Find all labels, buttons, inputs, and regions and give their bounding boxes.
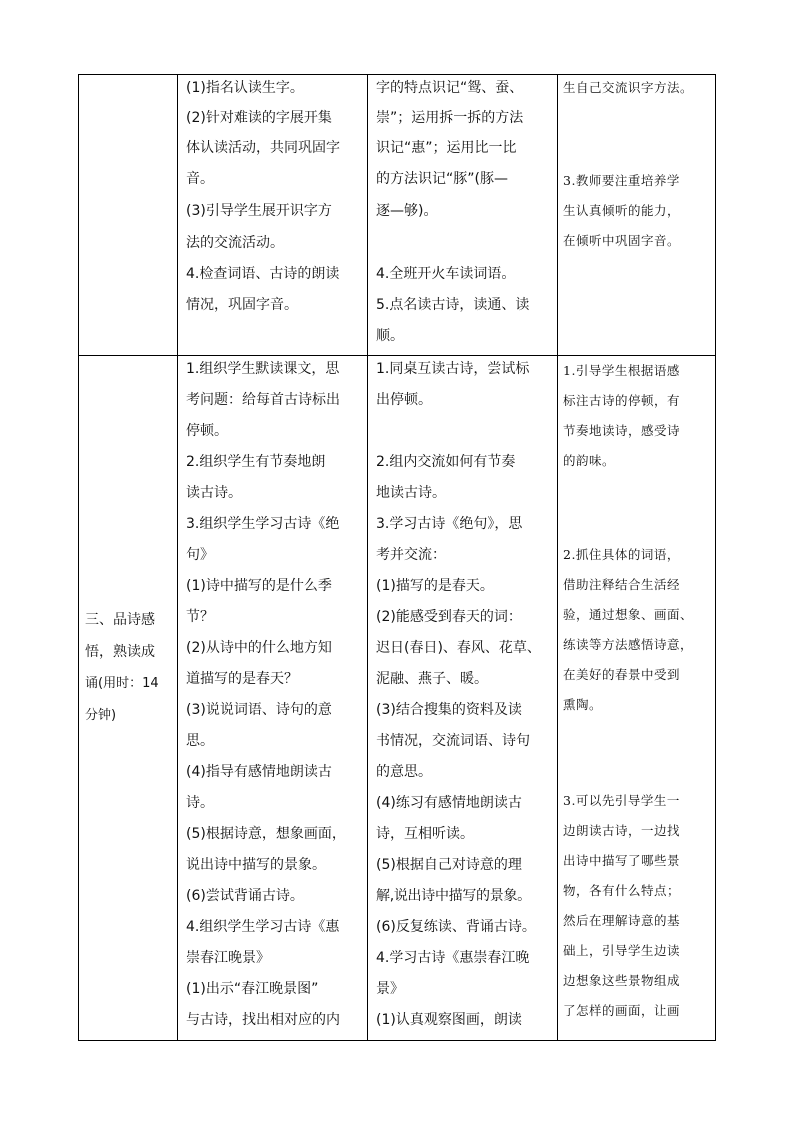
row1-notes-cell (557, 75, 717, 355)
row2-student-line: 诗，互相听读。 (376, 826, 474, 842)
row2-teacher-line: 说出诗中描写的景象。 (186, 857, 326, 873)
row2-student-line: (1)描写的是春天。 (376, 578, 494, 594)
row2-student-line: (3)结合搜集的资料及读 (376, 702, 522, 718)
row2-student-line: 迟日(春日)、春风、花草、 (376, 640, 541, 656)
row1-teacher-line: 音。 (186, 171, 214, 187)
row2-student-line: 解,说出诗中描写的景象。 (376, 888, 531, 904)
row2-note-line: 在美好的春景中受到 (563, 667, 681, 682)
row2-student-line: (6)反复练读、背诵古诗。 (376, 919, 536, 935)
row2-student-line: 出停顿。 (376, 392, 432, 408)
row2-student-line: (5)根据自己对诗意的理 (376, 857, 522, 873)
row1-note-line: 在倾听中巩固字音。 (563, 233, 681, 248)
row2-note-line: 2.抓住具体的词语， (563, 547, 680, 562)
row2-note-line: 标注古诗的停顿，有 (563, 393, 681, 408)
row2-note-line: 物，各有什么特点； (563, 883, 681, 898)
row2-note-line: 1.引导学生根据语感 (563, 363, 680, 378)
row2-stage-cell (79, 355, 177, 1042)
row1-teacher-line: 法的交流活动。 (186, 235, 284, 251)
row2-teacher-line: (1)出示“春江晚景图” (186, 981, 319, 997)
row2-teacher-line: 诗。 (186, 795, 214, 811)
row2-student-line: 考并交流： (376, 547, 446, 563)
row2-teacher-line: (5)根据诗意，想象画面， (186, 826, 346, 842)
row1-teacher-line: 情况，巩固字音。 (186, 297, 298, 313)
row2-teacher-line: 思。 (186, 733, 214, 749)
row2-note-line: 熏陶。 (563, 697, 603, 712)
row1-student-line: 崇”；运用拆一拆的方法 (376, 110, 524, 126)
row2-student-line: (1)认真观察图画，朗读 (376, 1012, 522, 1028)
row2-teacher-line: 句》 (186, 547, 214, 563)
row2-note-line: 出诗中描写了哪些景 (563, 853, 681, 868)
row2-note-line: 然后在理解诗意的基 (563, 913, 681, 928)
row2-student-line: 景》 (376, 981, 404, 997)
stage-title-line: 三、品诗感 (85, 612, 155, 628)
row1-student-line: 的方法识记“豚”(豚— (376, 171, 508, 187)
row2-note-line: 3.可以先引导学生一 (563, 793, 680, 808)
row2-teacher-line: 读古诗。 (186, 485, 242, 501)
row2-teacher-line: (3)说说词语、诗句的意 (186, 702, 332, 718)
row2-notes-cell (557, 355, 717, 1042)
row1-student-line: 顺。 (376, 328, 404, 344)
row2-student-line: (2)能感受到春天的词： (376, 609, 522, 625)
row1-teacher-line: (2)针对难读的字展开集 (186, 110, 332, 126)
row1-stage-cell (79, 75, 177, 355)
row2-student-line: 4.学习古诗《惠崇春江晚 (376, 950, 530, 966)
row1-student-line: 5.点名读古诗，读通、读 (376, 297, 530, 313)
row2-teacher-line: 崇春江晚景》 (186, 950, 270, 966)
row2-note-line: 节奏地读诗，感受诗 (563, 423, 681, 438)
row2-note-line: 的韵味。 (563, 453, 616, 468)
row2-note-line: 借助注释结合生活经 (563, 577, 681, 592)
row2-student-line: 地读古诗。 (376, 485, 446, 501)
row1-note-line: 3.教师要注重培养学 (563, 173, 680, 188)
row2-teacher-line: 考问题：给每首古诗标出 (186, 392, 340, 408)
row1-teacher-line: (3)引导学生展开识字方 (186, 203, 332, 219)
row2-teacher-line: 3.组织学生学习古诗《绝 (186, 516, 340, 532)
stage-title-line: 悟，熟读成 (85, 644, 155, 660)
row2-note-line: 验，通过想象、画面、 (563, 607, 694, 622)
row2-student-line: 的意思。 (376, 764, 432, 780)
row1-note-line: 生认真倾听的能力， (563, 203, 681, 218)
row1-student-line: 逐—够)。 (376, 203, 438, 219)
row2-teacher-cell (177, 355, 367, 1042)
row2-teacher-line: (2)从诗中的什么地方知 (186, 640, 332, 656)
row2-teacher-line: (6)尝试背诵古诗。 (186, 888, 304, 904)
row2-teacher-line: 道描写的是春天？ (186, 671, 298, 687)
row1-teacher-cell (177, 75, 367, 355)
row2-note-line: 边朗读古诗，一边找 (563, 823, 681, 838)
row2-note-line: 了怎样的画面，让画 (563, 1003, 681, 1018)
row2-teacher-line: 1.组织学生默读课文，思 (186, 361, 340, 377)
row2-note-line: 础上，引导学生边读 (563, 943, 681, 958)
lesson-plan-table (78, 74, 716, 1041)
row2-student-line: 泥融、燕子、暖。 (376, 671, 488, 687)
row2-note-line: 练读等方法感悟诗意， (563, 637, 694, 652)
row1-student-line: 4.全班开火车读词语。 (376, 266, 516, 282)
row1-student-line: 识记“惠”；运用比一比 (376, 140, 517, 156)
row2-student-line: 2.组内交流如何有节奏 (376, 454, 516, 470)
row2-teacher-line: 节？ (186, 609, 214, 625)
stage-title-line: 分钟) (85, 708, 117, 723)
row2-teacher-line: 与古诗，找出相对应的内 (186, 1012, 340, 1028)
row2-student-line: 1.同桌互读古诗，尝试标 (376, 361, 530, 377)
row2-student-line: 书情况，交流词语、诗句 (376, 733, 530, 749)
row1-note-line: 生自己交流识字方法。 (563, 80, 694, 95)
row2-student-cell (367, 355, 557, 1042)
row2-teacher-line: (4)指导有感情地朗读古 (186, 764, 332, 780)
row2-note-line: 边想象这些景物组成 (563, 973, 681, 988)
row2-teacher-line: 停顿。 (186, 423, 228, 439)
row2-student-line: (4)练习有感情地朗读古 (376, 795, 522, 811)
stage-title-line: 诵(用时：14 (85, 676, 159, 691)
row1-student-line: 字的特点识记“鸳、蚕、 (376, 80, 524, 96)
row1-teacher-line: (1)指名认读生字。 (186, 80, 304, 96)
row2-teacher-line: 4.组织学生学习古诗《惠 (186, 919, 340, 935)
row1-student-cell (367, 75, 557, 355)
row2-student-line: 3.学习古诗《绝句》，思 (376, 516, 523, 532)
row1-teacher-line: 体认读活动，共同巩固字 (186, 140, 340, 156)
row2-teacher-line: 2.组织学生有节奏地朗 (186, 454, 326, 470)
row1-teacher-line: 4.检查词语、古诗的朗读 (186, 266, 340, 282)
row2-teacher-line: (1)诗中描写的是什么季 (186, 578, 332, 594)
